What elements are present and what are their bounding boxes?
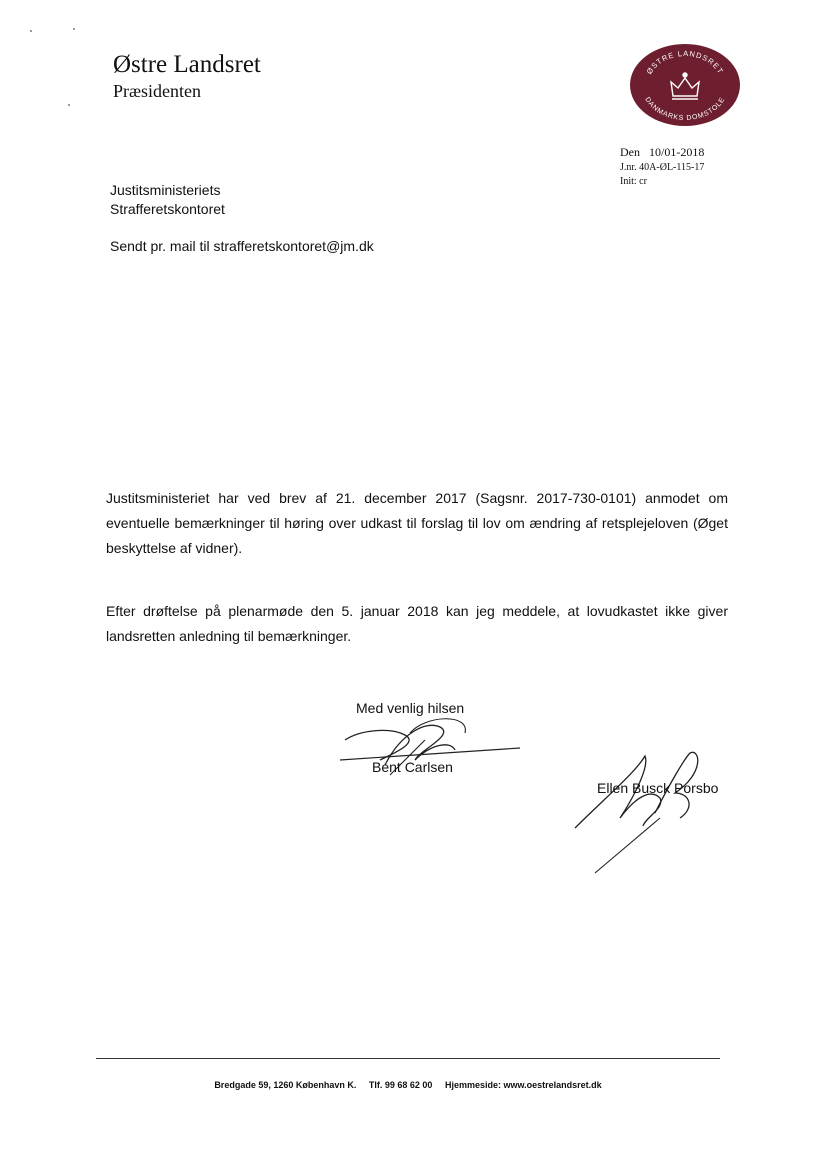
court-seal [630, 44, 740, 126]
date-label: Den [620, 145, 640, 159]
department: Præsidenten [113, 81, 201, 101]
seal-top-text: ØSTRE LANDSRET [644, 48, 726, 76]
footer-address: Bredgade 59, 1260 København K. [214, 1080, 357, 1090]
recipient-line-1: Justitsministeriets [110, 182, 221, 198]
footer-divider [96, 1058, 720, 1059]
footer-phone: Tlf. 99 68 62 00 [368, 1080, 433, 1090]
recipient-line-2: Strafferetskontoret [110, 201, 225, 217]
seal-bottom-text: DANMARKS DOMSTOLE [643, 96, 727, 123]
scan-speck [30, 30, 32, 32]
date-value: 10/01-2018 [649, 145, 705, 159]
body-paragraph-2: Efter drøftelse på plenarmøde den 5. januar 2018 kan jeg meddele, at lovudkastet ikke giver landsretten anledning til bemærkninger. [106, 603, 728, 644]
scan-speck [73, 28, 75, 30]
footer-website: Hjemmeside: www.oestrelandsret.dk [444, 1080, 602, 1090]
letter-date [620, 144, 704, 160]
closing-greeting: Med venlig hilsen [356, 700, 465, 716]
court-name: Østre Landsret [113, 51, 261, 78]
initials: Init: cr [620, 176, 647, 187]
signer-2-name: Ellen Busck Porsbo [597, 780, 719, 796]
body-paragraph-1: Justitsministeriet har ved brev af 21. december 2017 (Sagsnr. 2017-730-0101) anmodet om eventuelle bemærkninger til høring over udkast til forslag til lov om ændring af retsplejeloven (Øget beskyttelse af vidner). [106, 490, 728, 556]
sent-by-mail-line: Sendt pr. mail til strafferetskontoret@jm.dk [110, 238, 374, 254]
footer [96, 1080, 720, 1090]
journal-number: J.nr. 40A-ØL-115-17 [620, 162, 705, 173]
signature-ellen-busck-porsbo [565, 748, 715, 876]
signer-1-name: Bent Carlsen [372, 759, 453, 775]
scan-speck [68, 104, 70, 106]
